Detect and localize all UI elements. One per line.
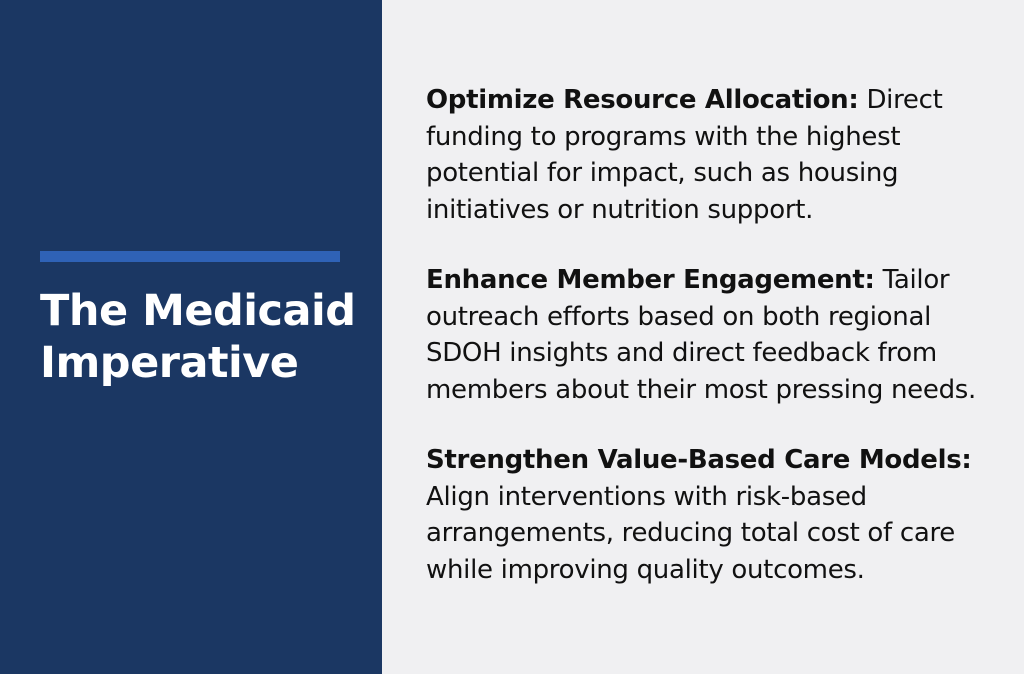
point-enhance-member-engagement	[426, 262, 996, 408]
key-points-list	[426, 82, 996, 622]
title-panel	[0, 0, 382, 674]
slide-title: The Medicaid Imperative	[40, 286, 356, 388]
point-text: Align interventions with risk-based arrangements, reducing total cost of care while improving quality outcomes.	[426, 481, 955, 585]
point-heading: Enhance Member Engagement:	[426, 265, 875, 295]
point-strengthen-value-based-care	[426, 442, 996, 588]
point-text: Tailor outreach efforts based on both regional SDOH insights and direct feedback from members about their most pressing needs.	[426, 265, 976, 405]
accent-bar	[40, 251, 340, 262]
point-text: Direct funding to programs with the highest potential for impact, such as housing initiatives or nutrition support.	[426, 85, 943, 225]
point-heading: Strengthen Value-Based Care Models:	[426, 445, 972, 475]
point-optimize-resource-allocation	[426, 82, 996, 228]
point-heading: Optimize Resource Allocation:	[426, 85, 859, 115]
